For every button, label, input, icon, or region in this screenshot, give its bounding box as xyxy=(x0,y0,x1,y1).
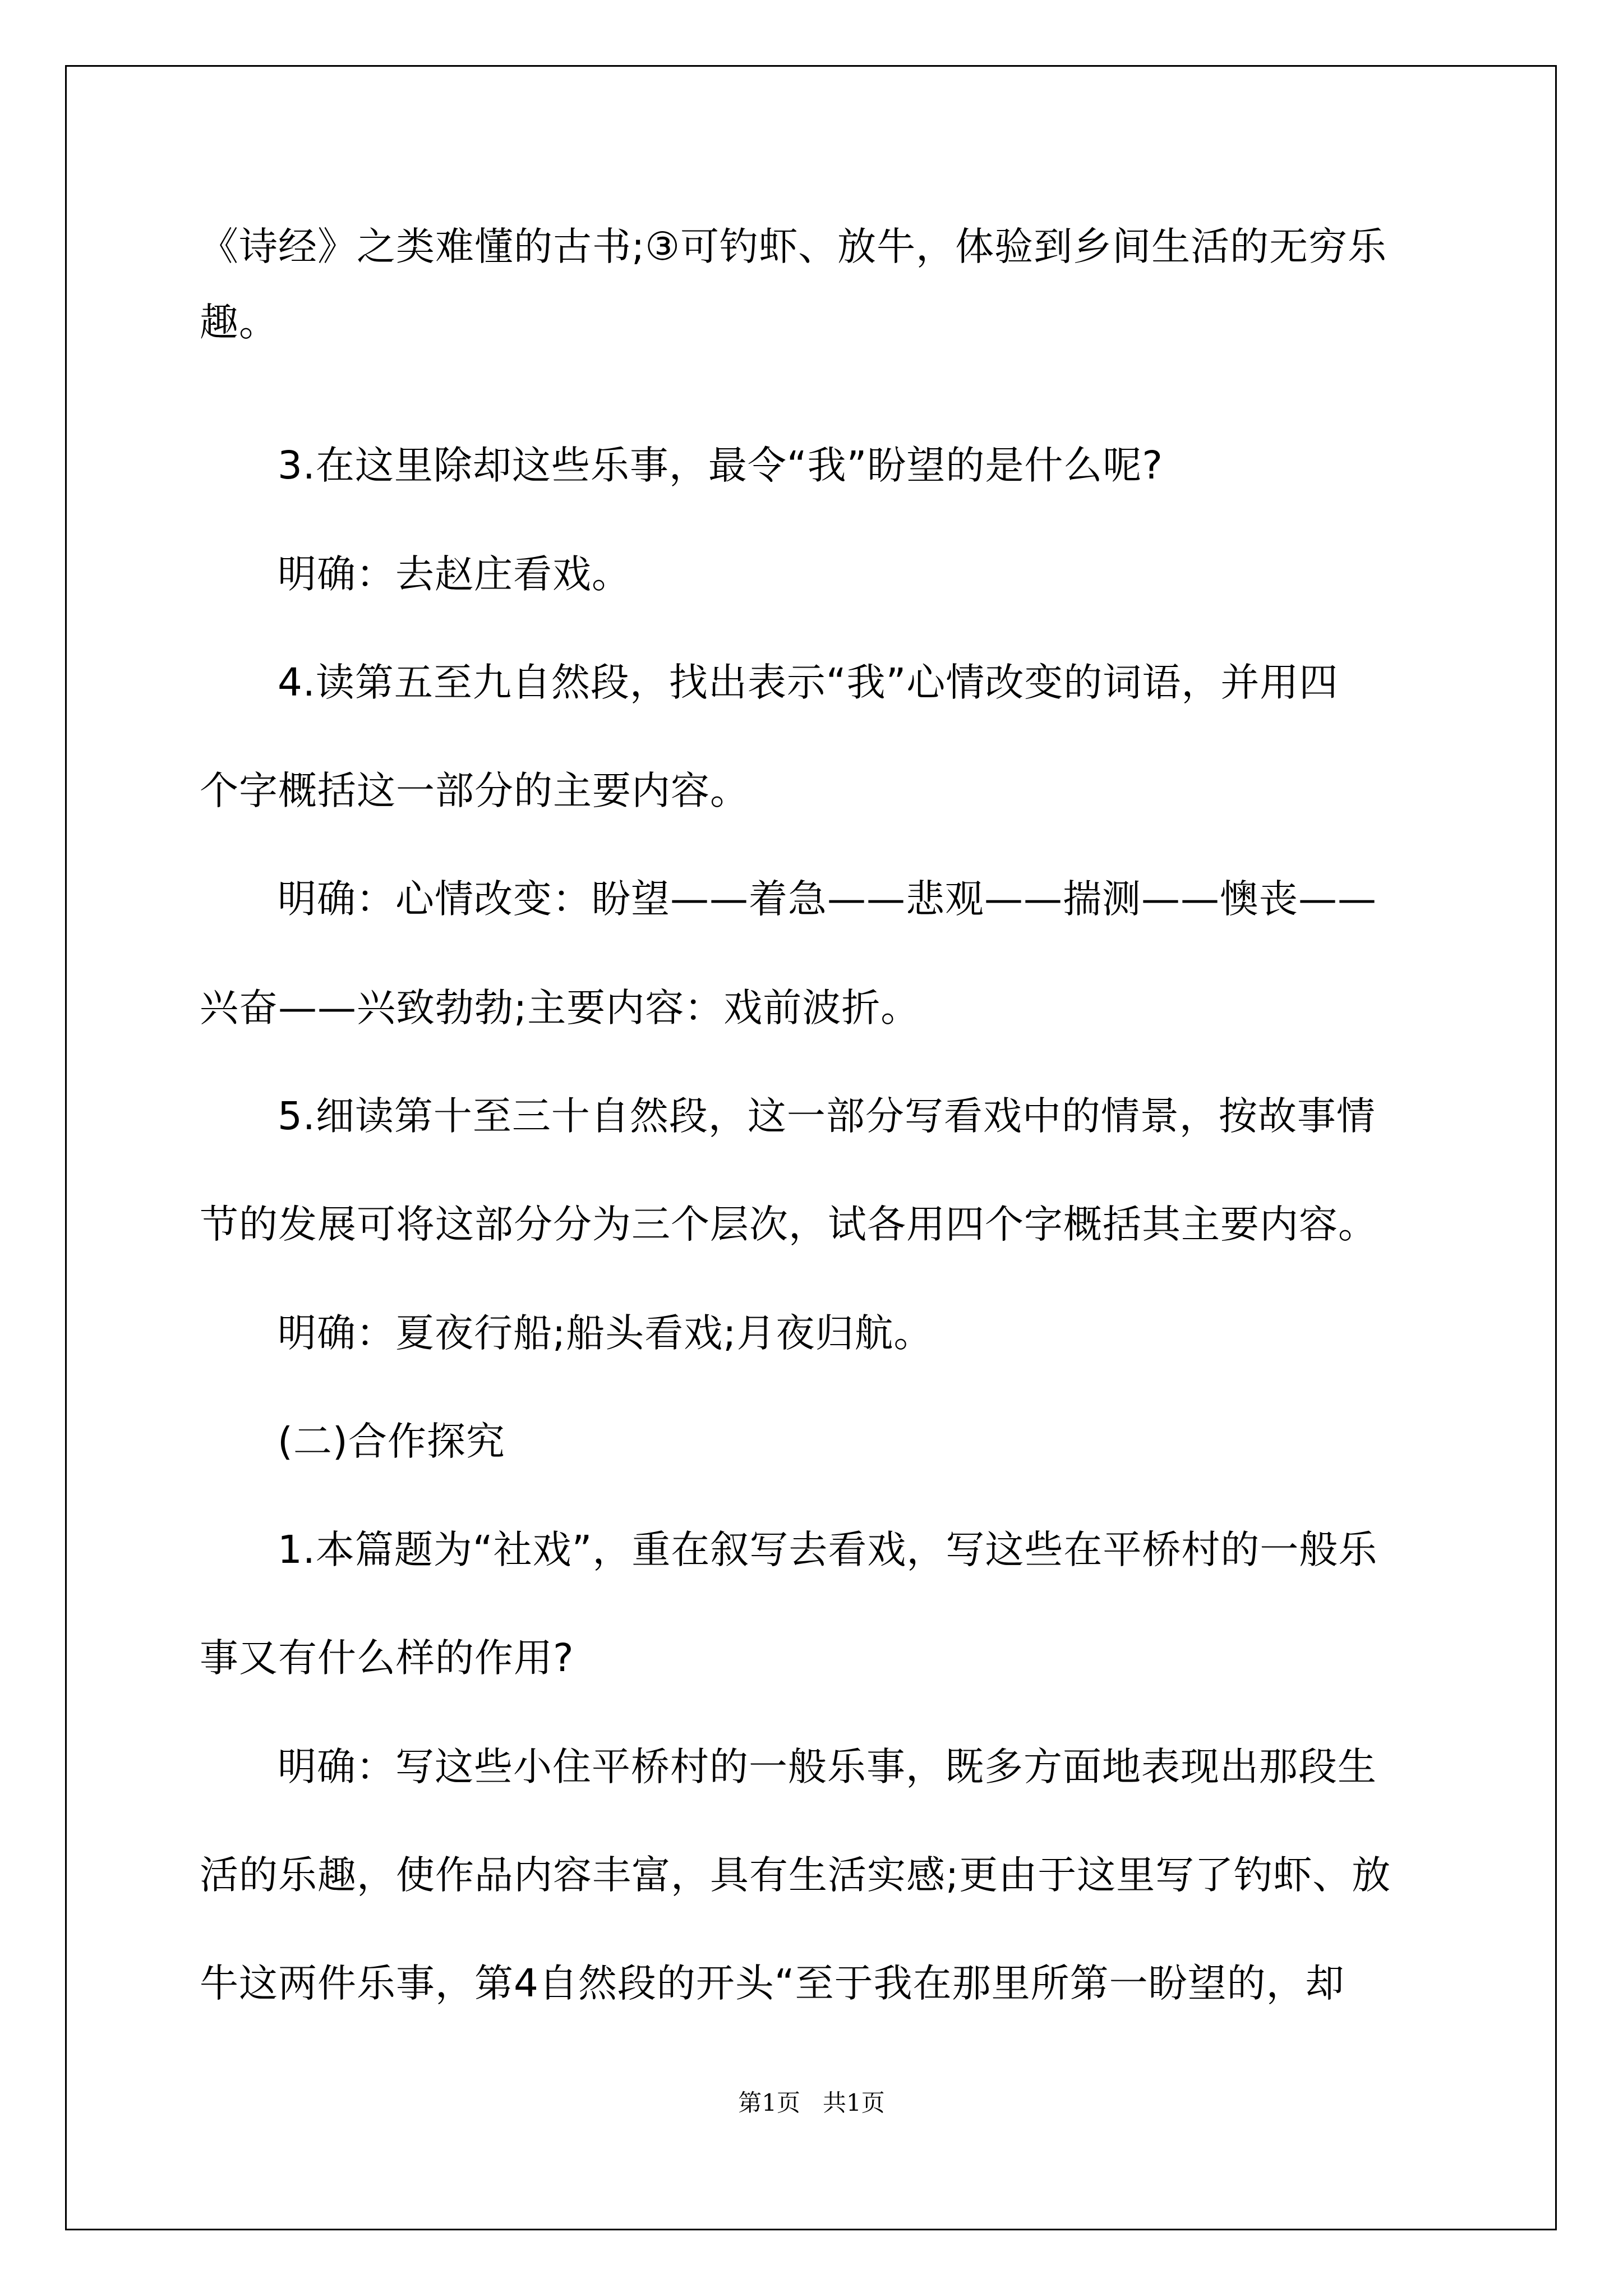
text-line-1: 《诗经》之类难懂的古书;③可钓虾、放牛，体验到乡间生活的无穷乐 xyxy=(200,224,1387,269)
text-line-14: 事又有什么样的作用? xyxy=(200,1636,574,1681)
text-line-17: 牛这两件乐事，第4自然段的开头“至于我在那里所第一盼望的，却 xyxy=(200,1961,1345,2006)
page-border xyxy=(65,65,1557,2230)
section-heading: (二)合作探究 xyxy=(278,1419,505,1464)
text-line-13: 1.本篇题为“社戏”，重在叙写去看戏，写这些在平桥村的一般乐 xyxy=(278,1527,1378,1572)
text-line-6: 个字概括这一部分的主要内容。 xyxy=(200,769,749,813)
text-line-7: 明确：心情改变：盼望——着急——悲观——揣测——懊丧—— xyxy=(278,877,1377,922)
text-line-9: 5.细读第十至三十自然段，这一部分写看戏中的情景，按故事情 xyxy=(278,1094,1376,1139)
text-line-4: 明确：去赵庄看戏。 xyxy=(278,552,631,597)
text-line-2: 趣。 xyxy=(200,300,278,345)
page-footer xyxy=(0,2091,1623,2115)
text-line-11: 明确：夏夜行船;船头看戏;月夜归航。 xyxy=(278,1311,933,1356)
text-line-8: 兴奋——兴致勃勃;主要内容：戏前波折。 xyxy=(200,986,920,1030)
text-line-16: 活的乐趣，使作品内容丰富，具有生活实感;更由于这里写了钓虾、放 xyxy=(200,1853,1391,1898)
text-line-3: 3.在这里除却这些乐事，最令“我”盼望的是什么呢? xyxy=(278,443,1163,488)
text-line-10: 节的发展可将这部分分为三个层次，试各用四个字概括其主要内容。 xyxy=(200,1202,1377,1247)
text-line-5: 4.读第五至九自然段，找出表示“我”心情改变的词语，并用四 xyxy=(278,660,1339,705)
page-number: 第1页 共1页 xyxy=(738,2089,885,2116)
text-line-15: 明确：写这些小住平桥村的一般乐事，既多方面地表现出那段生 xyxy=(278,1745,1377,1789)
